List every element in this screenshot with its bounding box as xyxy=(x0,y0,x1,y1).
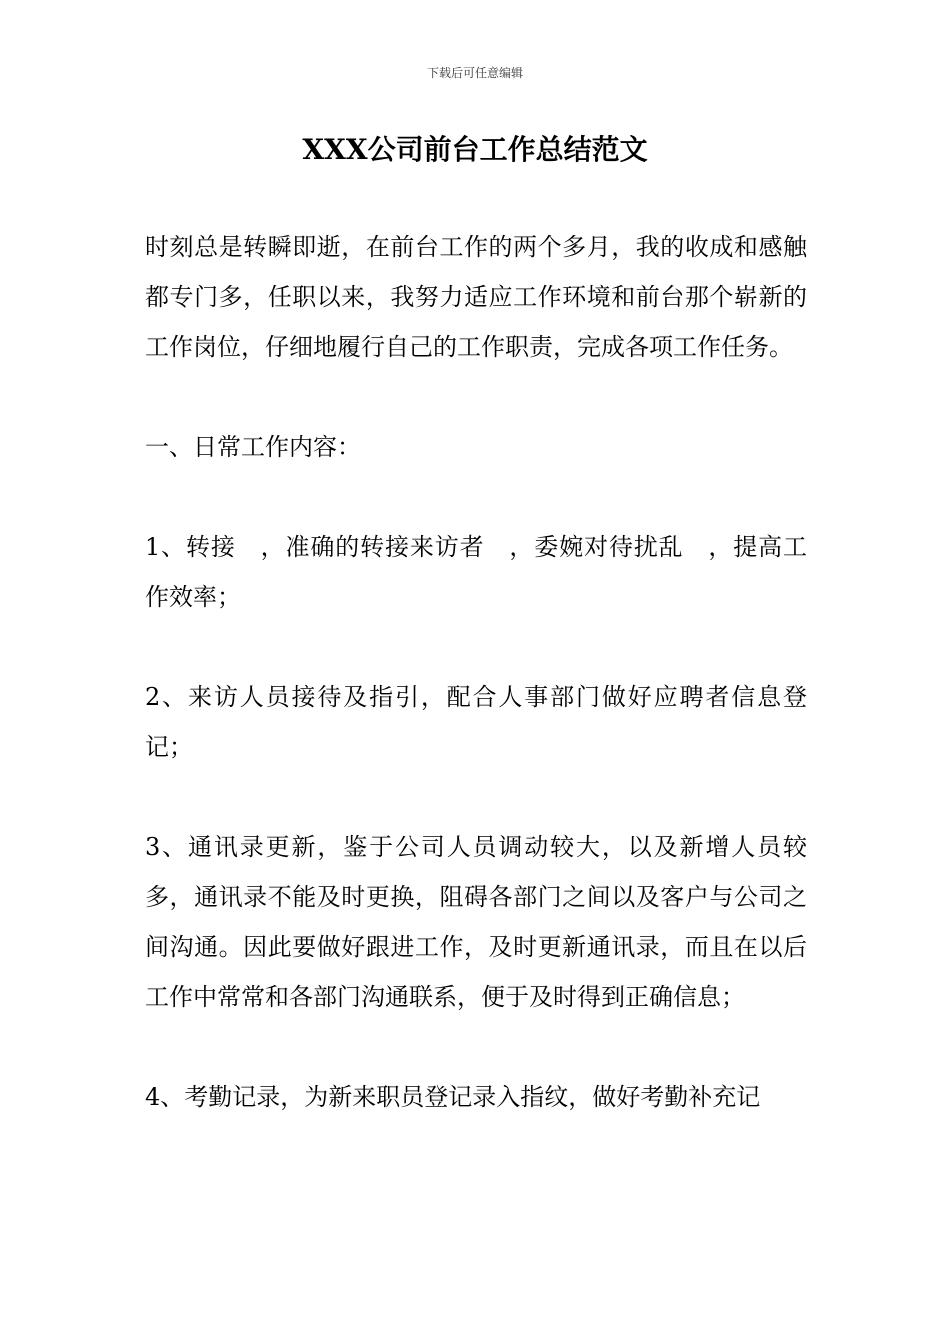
section-heading-daily-work: 一、日常工作内容： xyxy=(145,433,361,461)
paragraph-intro: 时刻总是转瞬即逝，在前台工作的两个多月，我的收成和感触都专门多，任职以来，我努力适应工作环境和前台那个崭新的工作岗位，仔细地履行自己的工作职责，完成各项工作任务。 xyxy=(145,233,807,361)
header-note: 下载后可任意编辑 xyxy=(426,66,523,80)
list-item-4: 4、考勤记录，为新来职员登记录入指纹，做好考勤补充记 xyxy=(145,1083,761,1111)
list-item-2: 2、来访人员接待及指引，配合人事部门做好应聘者信息登记； xyxy=(145,683,807,761)
list-item-3: 3、通讯录更新，鉴于公司人员调动较大，以及新增人员较多，通讯录不能及时更换，阻碍各部门之间以及客户与公司之间沟通。因此要做好跟进工作，及时更新通讯录，而且在以后工作中常常和各部门沟通联系，便于及时得到正确信息； xyxy=(145,833,807,1011)
list-item-1: 1、转接 ，准确的转接来访者 ，委婉对待扰乱 ，提高工作效率； xyxy=(145,533,807,611)
document-body xyxy=(145,222,807,1122)
document-title: XXX公司前台工作总结范文 xyxy=(302,133,648,166)
